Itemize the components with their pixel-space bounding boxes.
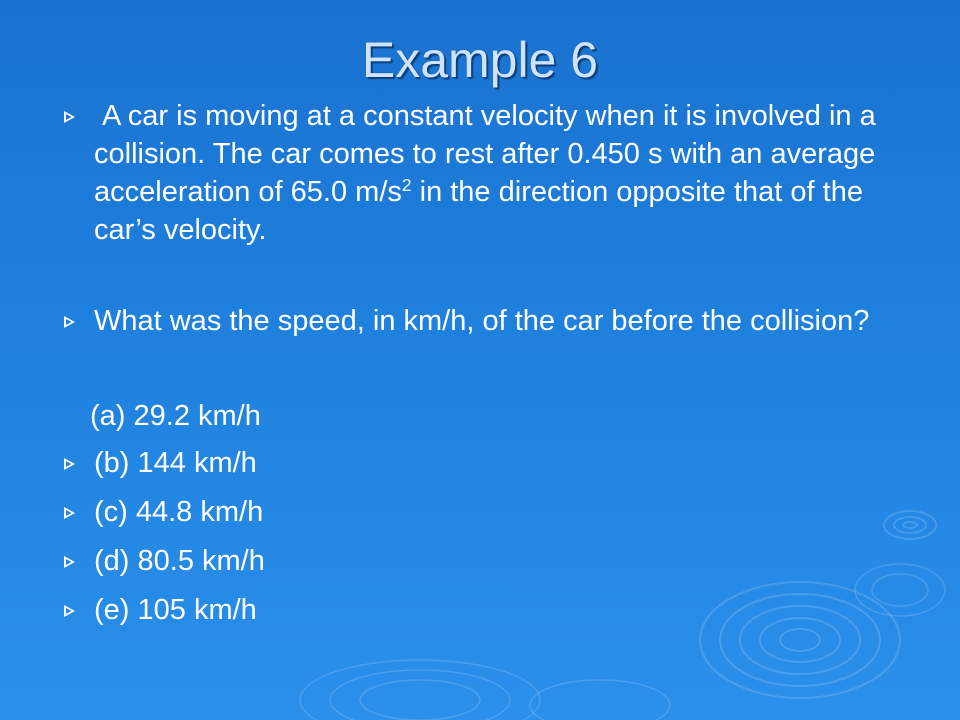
problem-statement	[94, 97, 904, 249]
arrowhead-bullet-icon	[62, 554, 78, 570]
problem-text: A car is moving at a constant velocity when it is involved in a collision. The car comes to rest after 0.450 s with an average acceleration of 65.0 m/s	[94, 100, 876, 208]
slide-title: Example 6	[361, 32, 599, 88]
answer-option-c: (c) 44.8 km/h	[94, 496, 264, 528]
question-text: What was the speed, in km/h, of the car before the collision?	[94, 305, 870, 337]
answer-option-e: (e) 105 km/h	[94, 594, 257, 626]
arrowhead-bullet-icon	[62, 109, 78, 125]
arrowhead-bullet-icon	[62, 314, 78, 330]
exponent: 2	[401, 175, 412, 195]
arrowhead-bullet-icon	[62, 505, 78, 521]
arrowhead-bullet-icon	[62, 456, 78, 472]
answer-option-d: (d) 80.5 km/h	[94, 545, 265, 577]
arrowhead-bullet-icon	[62, 603, 78, 619]
answer-option-b: (b) 144 km/h	[94, 447, 257, 479]
problem-text-continued: in the direction opposite that of the car’s velocity.	[94, 176, 863, 246]
answer-option-a: (a) 29.2 km/h	[90, 400, 261, 432]
